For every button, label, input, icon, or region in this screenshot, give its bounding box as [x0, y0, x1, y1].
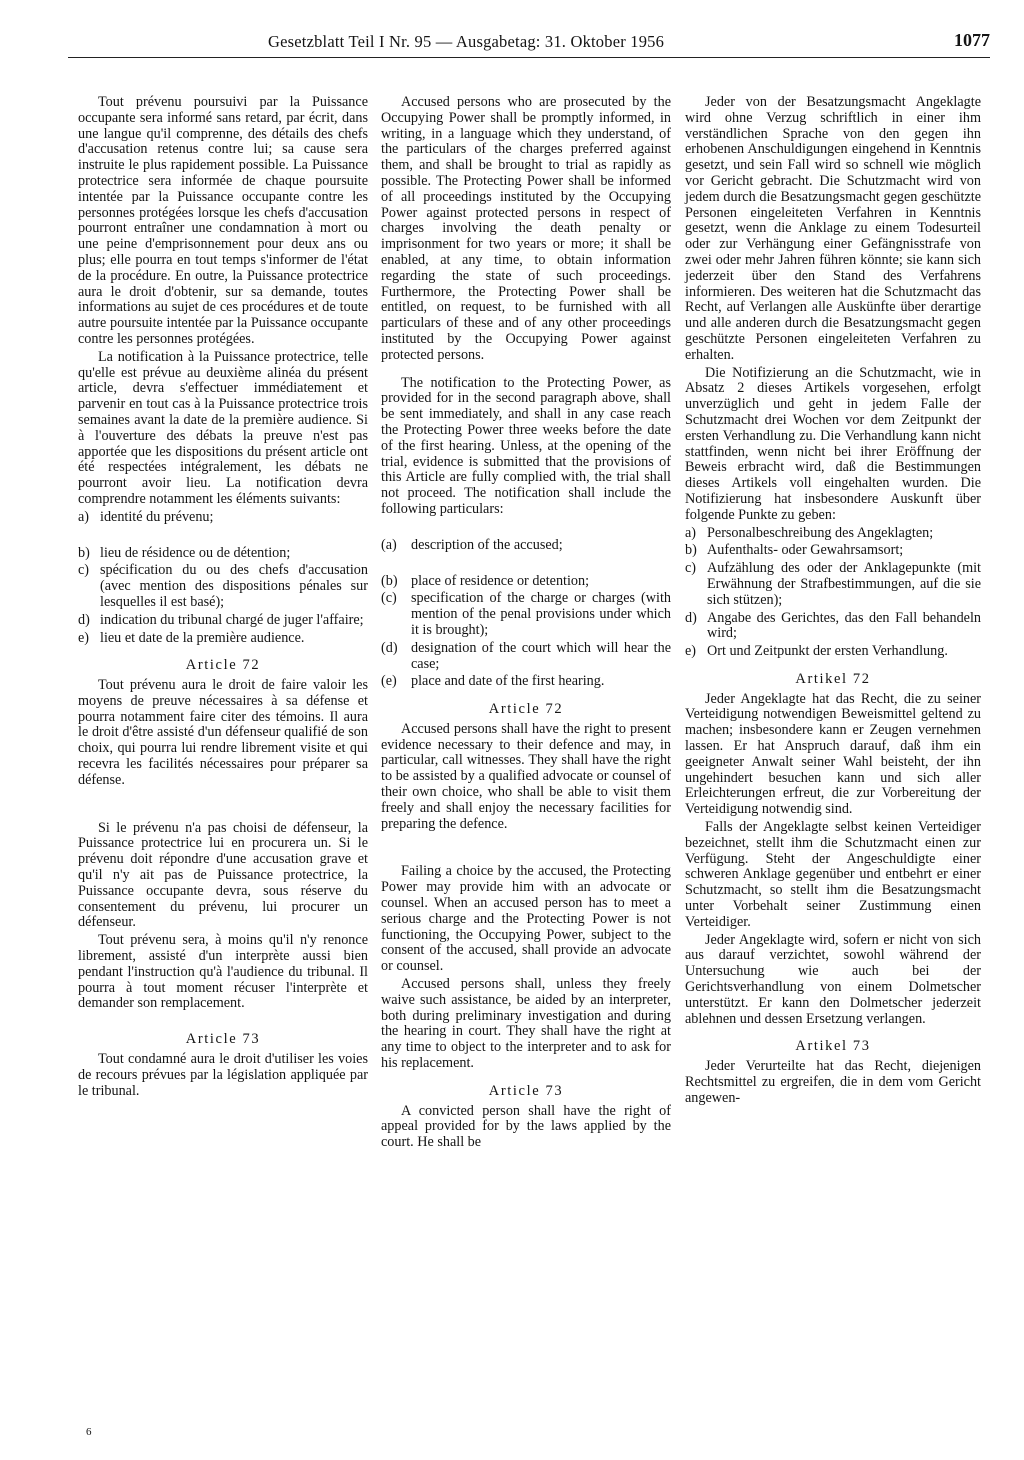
list-item: (b) place of residence or detention;: [381, 572, 590, 589]
sheet-mark: 6: [86, 1426, 92, 1438]
list-item: a) identité du prévenu;: [78, 508, 214, 525]
list-item: (e) place and date of the first hearing.: [381, 673, 605, 690]
english-paragraph-2: The notification to the Protecting Power, as provided for in the second paragraph above, shall be sent immediately, and shall in any case reach the Protecting Power three weeks before the date of the first hearing. Unless, at the opening of the trial, evidence is submitted that the provisions of this Article are fully complied with, the trial shall not proceed. The notification shall include the following particulars:: [381, 374, 671, 517]
list-item: e) Ort und Zeitpunkt der ersten Verhandlung.: [685, 643, 948, 660]
english-particulars-list: [381, 538, 671, 690]
german-article-73-heading: Artikel 73: [795, 1038, 871, 1055]
header-divider: [68, 57, 990, 58]
english-column: [381, 95, 671, 1153]
french-paragraph-1: Tout prévenu poursuivi par la Puissance occupante sera informé sans retard, par écrit, dans une langue qu'il comprenne, des détails des chefs d'accusation retenus contre lui; sa cause sera instruite le plus rapidement possible. La Puissance protectrice sera informée de chaque poursuite intentée par la Puissance occupante contre les personnes protégées lorsque les chefs d'accusation pourront entraîner une condamnation à mort ou une peine d'emprisonnement pour deux ans ou plus; elle pourra en tout temps s'informer de l'état de la procédure. En outre, la Puissance protectrice aura le droit d'obtenir, sur sa demande, toutes informations au sujet de ces procédures et de toute autre poursuite intentée par la Puissance occupante contre les personnes protégées.: [78, 94, 368, 347]
french-column: [78, 95, 368, 1101]
english-paragraph-1: Accused persons who are prosecuted by the Occupying Power shall be promptly informed, in writing, in a language which they understand, of the particulars of the charges preferred against them, and shall be brought to trial as rapidly as possible. The Protecting Power shall be informed of all proceedings instituted by the Occupying Power against protected persons in respect of charges involving the death penalty or imprisonment for two years or more; it shall be enabled, at any time, to obtain information regarding the state of such proceedings. Furthermore, the Protecting Power shall be entitled, on request, to be furnished with all particulars of these and of any other proceedings instituted by the Occupying Power against protected persons.: [381, 94, 671, 363]
french-paragraph-2: La notification à la Puissance protectrice, telle qu'elle est prévue au deuxième alinéa du présent article, devra s'effectuer immédiatement et parvenir en tout cas à la Puissance protectrice trois semaines avant la date de la première audience. Si à l'ouverture des débats la preuve n'est pas apportée que les dispositions du présent article ont été respectées intégralement, les débats ne pourront avoir lieu. La notification devra comprendre notamment les éléments suivants:: [78, 348, 368, 507]
list-item: (a) description of the accused;: [381, 536, 563, 553]
list-item: a) Personalbeschreibung des Angeklagten;: [685, 524, 934, 541]
list-item: d) indication du tribunal chargé de juger l'affaire;: [78, 611, 364, 628]
german-article-73-paragraph-1: Jeder Verurteilte hat das Recht, diejenigen Rechtsmittel zu ergreifen, die in dem vom Gericht angewen-: [685, 1058, 981, 1106]
german-article-72-paragraph-2: Falls der Angeklagte selbst keinen Verteidiger bezeichnet, stellt ihm die Schutzmacht einen zur Verfügung. Steht der Angeschuldigte einer schweren Anklage gegenüber und entbehrt er einer Schutzmacht, so stellt ihm die Besatzungsmacht unter Vorbehalt seiner Zustimmung einen Verteidiger.: [685, 819, 981, 930]
list-item: c) spécification du ou des chefs d'accusation (avec mention des dispositions pénales sur lesquelles il est basé);: [78, 562, 368, 610]
french-article-72-paragraph-3: Tout prévenu sera, à moins qu'il n'y renonce librement, assisté d'un interprète aussi bien pendant l'instruction qu'à l'audience du tribunal. Il pourra à tout moment récuser l'interprète et demander son remplacement.: [78, 932, 368, 1012]
english-article-72-paragraph-1: Accused persons shall have the right to present evidence necessary to their defence and may, in particular, call witnesses. They shall have the right to be assisted by a qualified advocate or counsel of their own choice, who shall be able to visit them freely and shall enjoy the necessary facilities for preparing the defence.: [381, 720, 671, 832]
english-article-72-paragraph-2: Failing a choice by the accused, the Protecting Power may provide him with an advocate or counsel. When an accused person has to meet a serious charge and the Protecting Power is not functioning, the Occupying Power, subject to the consent of the accused, shall provide an advocate or counsel.: [381, 863, 671, 975]
gazette-title: Gesetzblatt Teil I Nr. 95 — Ausgabetag: 31. Oktober 1956: [268, 32, 665, 51]
french-article-73-paragraph-1: Tout condamné aura le droit d'utiliser les voies de recours prévues par la législation appliquée par le tribunal.: [78, 1051, 368, 1099]
list-item: b) Aufenthalts- oder Gewahrsamsort;: [685, 542, 904, 559]
french-particulars-list: [78, 510, 368, 647]
german-article-72-heading: Artikel 72: [795, 670, 871, 687]
german-paragraph-2: Die Notifizierung an die Schutzmacht, wie in Absatz 2 dieses Artikels vorgesehen, erfolgt unverzüglich und geht in jedem Falle der Schutzmacht drei Wochen vor dem Zeitpunkt der ersten Verhandlung zu. Die Verhandlung kann nicht stattfinden, wenn nicht bei ihrer Eröffnung der Beweis erbracht wird, daß die Bestimmungen dieses Artikels voll eingehalten wurden. Die Notifizierung hat insbesondere Auskunft über folgende Punkte zu geben:: [685, 364, 981, 523]
german-article-72-paragraph-1: Jeder Angeklagte hat das Recht, die zu seiner Verteidigung notwendigen Beweismittel geltend zu machen; insbesondere kann er Zeugen vernehmen lassen. Er hat Anspruch darauf, daß ihm ein geeigneter Anwalt seiner Wahl beisteht, der ihn ungehindert besuchen kann und sich aller Erleichterungen erfreut, die zur Vorbereitung der Verteidigung notwendig sind.: [685, 690, 981, 818]
list-item: e) lieu et date de la première audience.: [78, 629, 305, 646]
list-item: b) lieu de résidence ou de détention;: [78, 544, 291, 561]
list-item: (c) specification of the charge or charges (with mention of the penal provisions under which it is brought);: [381, 590, 671, 638]
page-header: [68, 30, 990, 56]
german-particulars-list: [685, 526, 981, 660]
english-article-73-heading: Article 73: [488, 1082, 564, 1099]
list-item: (d) designation of the court which will hear the case;: [381, 639, 671, 672]
english-article-72-paragraph-3: Accused persons shall, unless they freely waive such assistance, be aided by an interpreter, both during preliminary investigation and during the hearing in court. They shall have the right at any time to object to the interpreter and to ask for his replacement.: [381, 976, 671, 1072]
french-article-72-heading: Article 72: [185, 657, 261, 674]
list-item: c) Aufzählung des oder der Anklagepunkte (mit Erwähnung der Strafbestimmungen, auf die sie sich stützen);: [685, 560, 981, 608]
page-number: 1077: [954, 30, 990, 50]
english-article-72-heading: Article 72: [488, 701, 564, 718]
french-article-72-paragraph-2: Si le prévenu n'a pas choisi de défenseur, la Puissance protectrice lui en procurera un. Si le prévenu doit répondre d'une accusation grave et qu'il n'y ait pas de Puissance protectrice, la Puissance occupante devra, sous réserve du consentement du prévenu, lui procurer un défenseur.: [78, 819, 368, 931]
german-column: [685, 95, 981, 1109]
french-article-72-paragraph-1: Tout prévenu aura le droit de faire valoir les moyens de preuve nécessaires à sa défense et pourra notamment faire citer des témoins. Il aura le droit d'être assisté d'un défenseur qualifié de son choix, qui pourra lui rendre librement visite et qui recevra les facilités nécessaires pour préparer sa défense.: [78, 677, 368, 788]
german-article-72-paragraph-3: Jeder Angeklagte wird, sofern er nicht von sich aus darauf verzichtet, sowohl während der Untersuchung wie auch bei der Gerichtsverhandlung von einem Dolmetscher unterstützt. Er kann den Dolmetscher jederzeit ablehnen und dessen Ersetzung verlangen.: [685, 931, 981, 1027]
french-article-73-heading: Article 73: [185, 1031, 261, 1048]
german-paragraph-1: Jeder von der Besatzungsmacht Angeklagte wird ohne Verzug schriftlich in einer ihm verständlichen Sprache von den gegen ihn erhobenen Anschuldigungen eingehend in Kenntnis gesetzt, und sein Fall wird so schnell wie möglich vor Gericht gebracht. Die Schutzmacht wird von jedem durch die Besatzungsmacht gegen geschützte Personen eingeleiteten Verfahren in Kenntnis gesetzt, wenn die Anklage zu einem Todesurteil oder zur Verhängung einer Gefängnisstrafe von zwei oder mehr Jahren führen könnte; sie kann sich jederzeit über den Stand des Verfahrens informieren. Des weiteren hat die Schutzmacht das Recht, auf Verlangen alle Auskünfte über derartige und alle anderen durch die Besatzungsmacht gegen geschützte Personen eingeleiteten Verfahren zu erhalten.: [685, 94, 981, 363]
english-article-73-paragraph-1: A convicted person shall have the right of appeal provided for by the laws applied by the court. He shall be: [381, 1102, 671, 1151]
list-item: d) Angabe des Gerichtes, das den Fall behandeln wird;: [685, 609, 981, 642]
